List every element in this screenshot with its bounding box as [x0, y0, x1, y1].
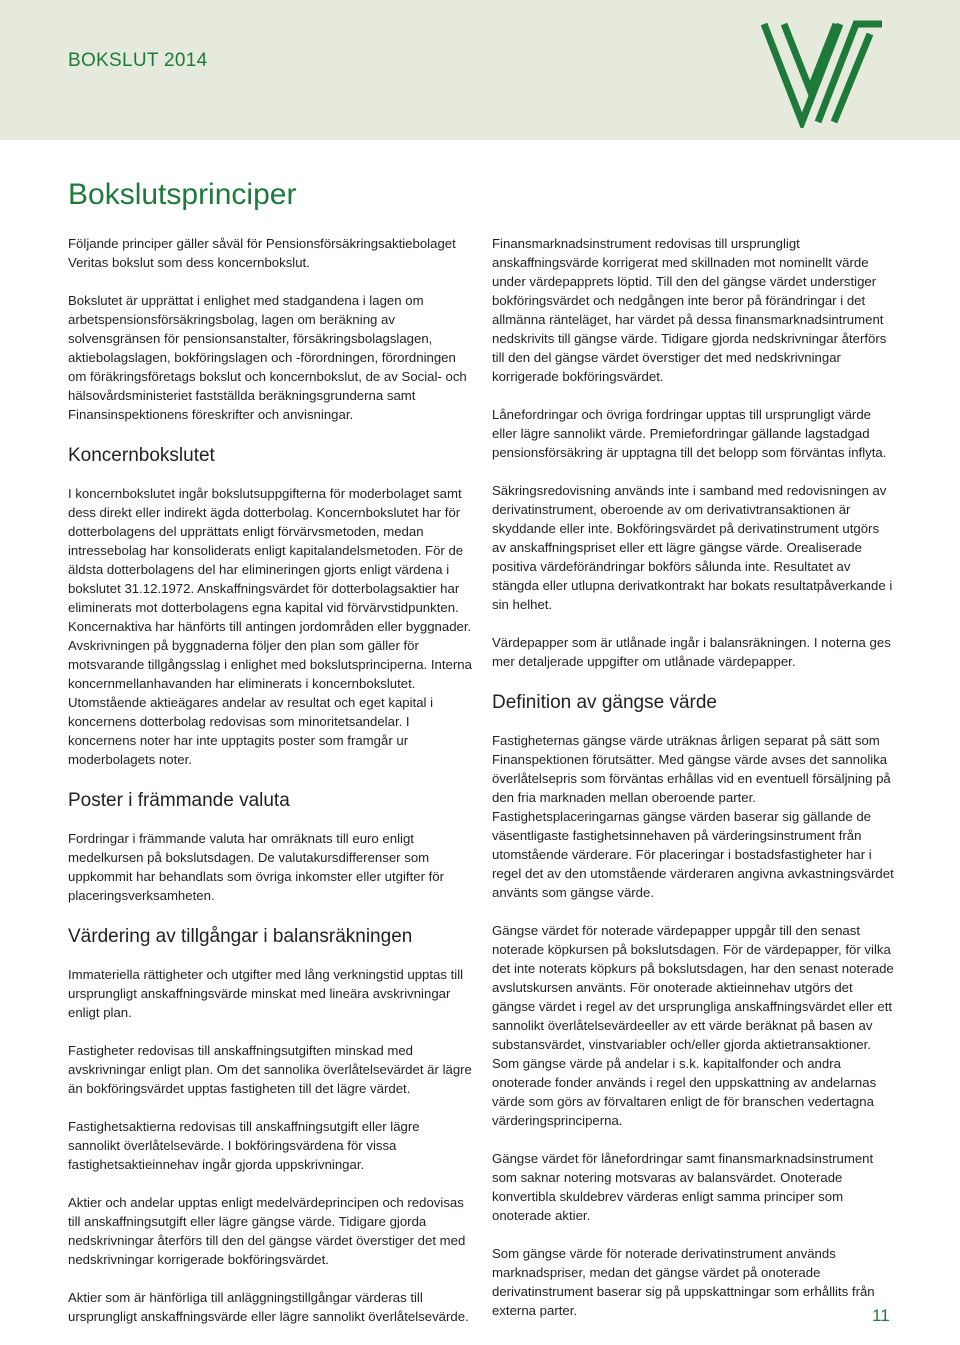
- intro-paragraph: Följande principer gäller såväl för Pensionsförsäkringsaktiebolaget Veritas bokslut som dess koncernbokslut.: [68, 236, 456, 270]
- vardering-paragraph-5: Aktier som är hänförliga till anläggningstillgångar värderas till ursprungligt anskaffningsvärde eller lägre sannolikt överlåtelsevärde.: [68, 1290, 469, 1324]
- right-paragraph-7: Gängse värdet för lånefordringar samt finansmarknadsinstrument som saknar notering motsvaras av balansvärdet. Onoterade konvertibla skuldebrev värderas enligt samma principer som onoterade aktier.: [492, 1151, 874, 1223]
- vardering-paragraph-1: Immateriella rättigheter och utgifter med lång verkningstid upptas till ursprungligt anskaffningsvärde minskat med lineära avskrivningar enligt plan.: [68, 967, 464, 1020]
- page-number: 11: [872, 1306, 890, 1325]
- vardering-paragraph-3: Fastighetsaktierna redovisas till anskaffningsutgift eller lägre sannolikt överlåtelsevärde. I bokföringsvärdena för vissa fastighetsaktieinnehav ingår gjorda uppskrivningar.: [68, 1119, 420, 1172]
- vardering-paragraph-4: Aktier och andelar upptas enligt medelvärdeprincipen och redovisas till anskaffningsutgift eller lägre gängse värde. Tidigare gjorda nedskrivningar återförs till den del gängse värdet överstiger det med nedskrivningar korrigerade bokföringsvärdet.: [68, 1195, 466, 1267]
- right-paragraph-4: Värdepapper som är utlånade ingår i balansräkningen. I noterna ges mer detaljerade uppgifter om utlånade värdepapper.: [492, 635, 891, 669]
- heading-definition: Definition av gängse värde: [492, 692, 717, 713]
- valuta-paragraph: Fordringar i främmande valuta har omräknats till euro enligt medelkursen på bokslutsdagen. De valutakursdifferenser som uppkommit har behandlats som övriga inkomster eller utgifter för placeringsverksamheten.: [68, 831, 445, 903]
- koncern-paragraph: I koncernbokslutet ingår bokslutsuppgifterna för moderbolaget samt dess direkt eller indirekt ägda dotterbolag. Koncernbokslutet har för dotterbolagens del upprättats enligt förvärvsmetoden, medan intressebolag har konsoliderats enligt kapitalandelsmetoden. För de äldsta dotterbolagens del har elimineringen gjorts enligt värdena i bokslutet 31.12.1972. Anskaffningsvärdet för dotterbolagsaktier har eliminerats mot dotterbolagens egna kapital vid förvärvstidpunkten. Koncernaktiva har hänförts till antingen jordområden eller byggnader. Avskrivningen på byggnaderna följer den plan som gäller för motsvarande tillgångsslag i enlighet med bokslutsprinciperna. Interna koncernmellanhavanden har eliminerats i koncernbokslutet. Utomstående aktieägares andelar av resultat och eget kapital i koncernens dotterbolag redovisas som minoritetsandelar. I koncernens noter har inte upptagits poster som framgår ur moderbolagets noter.: [68, 486, 472, 767]
- right-paragraph-8: Som gängse värde för noterade derivatinstrument används marknadspriser, medan det gängse värdet på onoterade derivatinstrument baserar sig på uppskattningar som erhållits från externa parter.: [492, 1246, 875, 1318]
- basis-paragraph: Bokslutet är upprättat i enlighet med stadgandena i lagen om arbetspensionsförsäkringsbolag, lagen om beräkning av solvensgränsen för pensionsanstalter, försäkringsbolagslagen, aktiebolagslagen, bokföringslagen och -förordningen, förordningen om föräkringsföretags bokslut och koncernbokslut, de av Social- och hälsovårdsministeriet fastställda beräkningsgrunderna samt Finansinspektionens föreskrifter och anvisningar.: [68, 293, 467, 422]
- veritas-v-logo-icon: [758, 18, 888, 128]
- left-column: [68, 234, 472, 1345]
- heading-koncernbokslutet: Koncernbokslutet: [68, 445, 215, 466]
- page-title: Bokslutsprinciper: [68, 178, 297, 211]
- running-header: BOKSLUT 2014: [68, 50, 208, 71]
- vardering-paragraph-2: Fastigheter redovisas till anskaffningsutgiften minskad med avskrivningar enligt plan. Om det sannolika överlåtelsevärdet är lägre än bokföringsvärdet upptas fastigheten till det lägre värdet.: [68, 1043, 472, 1096]
- right-paragraph-6: Gängse värdet för noterade värdepapper uppgår till den senast noterade köpkursen på bokslutsdagen. För de värdepapper, för vilka det inte noterats köpkurs på bokslutsdagen, har den senast noterade avslutskursen använts. För onoterade aktieinnehav utgörs det gängse värdet i regel av det ursprungliga anskaffningsvärdet eller ett sannolikt överlåtelsevärdeeller av ett värde beräknat på basen av substansvärdet, vinstvariabler och/eller gjorda aktietransaktioner. Som gängse värde på andelar i s.k. kapitalfonder och andra onoterade fonder används i regel den uppskattning av andelarnas värde som görs av förvaltaren enligt de för branschen vedertagna värderingsprinciperna.: [492, 923, 894, 1128]
- heading-valuta: Poster i främmande valuta: [68, 790, 290, 811]
- right-paragraph-5: Fastigheternas gängse värde uträknas årligen separat på sätt som Finanspektionen förutsätter. Med gängse värde avses det sannolika överlåtelsepris som förväntas erhållas vid en eventuell försäljning på den fria marknaden mellan oberoende parter. Fastighetsplaceringarnas gängse värden baserar sig gällande de väsentligaste fastighetsinnehaven på värderingsinstrument från utomstående värderare. För placeringar i bostadsfastigheter har i regel det av den utomstående värderaren angivna avkastningsvärdet använts som gängse värde.: [492, 733, 894, 900]
- right-column: [492, 234, 896, 1339]
- right-paragraph-1: Finansmarknadsinstrument redovisas till ursprungligt anskaffningsvärde korrigerat med skillnaden mot nominellt värde under värdepapprets löptid. Till den del gängse värdet understiger bokföringsvärdet och nedgången inte beror på förändringar i det allmänna ränteläget, har värdet på dessa finansmarknadsintrument nedskrivits till gängse värde. Tidigare gjorda nedskrivningar återförs till den del gängse värdet överstiger det med nedskrivningar korrigerade bokföringsvärdet.: [492, 236, 887, 384]
- right-paragraph-2: Lånefordringar och övriga fordringar upptas till ursprungligt värde eller lägre sannolikt värde. Premiefordringar gällande lagstadgad pensionsförsäkring är upptagna till det belopp som förväntas inflyta.: [492, 407, 887, 460]
- right-paragraph-3: Säkringsredovisning används inte i samband med redovisningen av derivatinstrument, oberoende av om derivativtransaktionen är skyddande eller inte. Bokföringsvärdet på derivatinstrument utgörs av anskaffningspriset eller ett lägre gängse värde. Orealiserade positiva värdeförändringar bokförs sålunda inte. Resultatet av stängda eller utlupna derivatkontrakt har bokats resultatpåverkande i sin helhet.: [492, 483, 893, 612]
- heading-vardering: Värdering av tillgångar i balansräkningen: [68, 926, 413, 947]
